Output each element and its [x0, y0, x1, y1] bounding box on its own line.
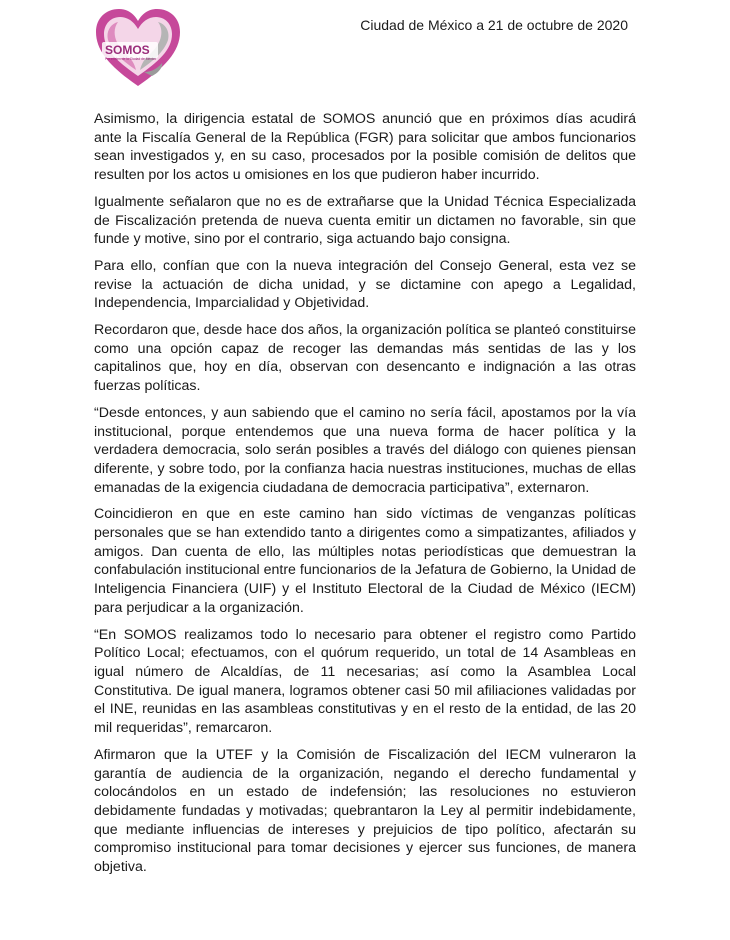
paragraph-garantia-audiencia: Afirmaron que la UTEF y la Comisión de Fiscalización del IECM vulneraron la garantía de audiencia de la organización, negando el derecho fundamental y colocándolos en un estado de indefensión; las resoluciones no estuvieron debidamente fundadas y motivadas; quebrantaron la Ley al permitir indebidamente, que mediante influencias de intereses y prejuicios de tipo político, afectarán su compromiso institucional para tomar decisiones y ejercer sus funciones, de manera objetiva.	[94, 746, 636, 876]
document-body	[94, 110, 636, 885]
paragraph-quote-via-institucional: “Desde entonces, y aun sabiendo que el camino no sería fácil, apostamos por la vía institucional, porque entendemos que una nueva forma de hacer política y la verdadera democracia, solo serán posibles a través del diálogo con quienes piensan diferente, y sobre todo, por la confianza hacia nuestras instituciones, muchas de ellas emanadas de la exigencia ciudadana de democracia participativa”, externaron.	[94, 404, 636, 496]
paragraph-utef-dictamen: Igualmente señalaron que no es de extrañarse que la Unidad Técnica Especializada de Fiscalización pretenda de nueva cuenta emitir un dictamen no favorable, sin que funde y motive, sino por el contrario, siga actuando bajo consigna.	[94, 193, 636, 248]
paragraph-venganzas-politicas: Coincidieron en que en este camino han sido víctimas de venganzas políticas personales que se han extendido tanto a dirigentes como a simpatizantes, afiliados y amigos. Dan cuenta de ello, las múltiples notas periodísticas que demuestran la confabulación institucional entre funcionarios de la Jefatura de Gobierno, la Unidad de Inteligencia Financiera (UIF) y el Instituto Electoral de la Ciudad de México (IECM) para perjudicar a la organización.	[94, 506, 636, 616]
paragraph-consejo-general: Para ello, confían que con la nueva integración del Consejo General, esta vez se revise la actuación de dicha unidad, y se dictamine con apego a Legalidad, Independencia, Imparcialidad y Objetividad.	[94, 257, 636, 312]
paragraph-quote-registro: “En SOMOS realizamos todo lo necesario para obtener el registro como Partido Político Local; efectuamos, con el quórum requerido, un total de 14 Asambleas en igual número de Alcaldías, de 11 necesarias; así como la Asamblea Local Constitutiva. De igual manera, logramos obtener casi 50 mil afiliaciones validadas por el INE, reunidas en las asambleas constitutivas y en el resto de la entidad, de las 20 mil requeridas”, remarcaron.	[94, 626, 636, 737]
svg-text:SOMOS: SOMOS	[105, 43, 150, 57]
date-line: Ciudad de México a 21 de octubre de 2020	[360, 17, 628, 33]
svg-text:Por el bien de la Ciudad de Mé: Por el bien de la Ciudad de México	[105, 57, 157, 61]
paragraph-recordaron: Recordaron que, desde hace dos años, la organización política se planteó constituirse como una opción capaz de recoger las demandas más sentidas de las y los capitalinos que, hoy en día, observan con desencanto e indignación a las otras fuerzas políticas.	[94, 322, 636, 395]
heart-hands-logo-icon	[92, 6, 184, 90]
somos-logo	[92, 6, 184, 90]
paragraph-fgr-request: Asimismo, la dirigencia estatal de SOMOS anunció que en próximos días acudirá ante la Fiscalía General de la República (FGR) para solicitar que ambos funcionarios sean investigados y, en su caso, procesados por la posible comisión de delitos que resulten por los actos u omisiones en los que pudieron haber incurrido.	[94, 111, 636, 184]
